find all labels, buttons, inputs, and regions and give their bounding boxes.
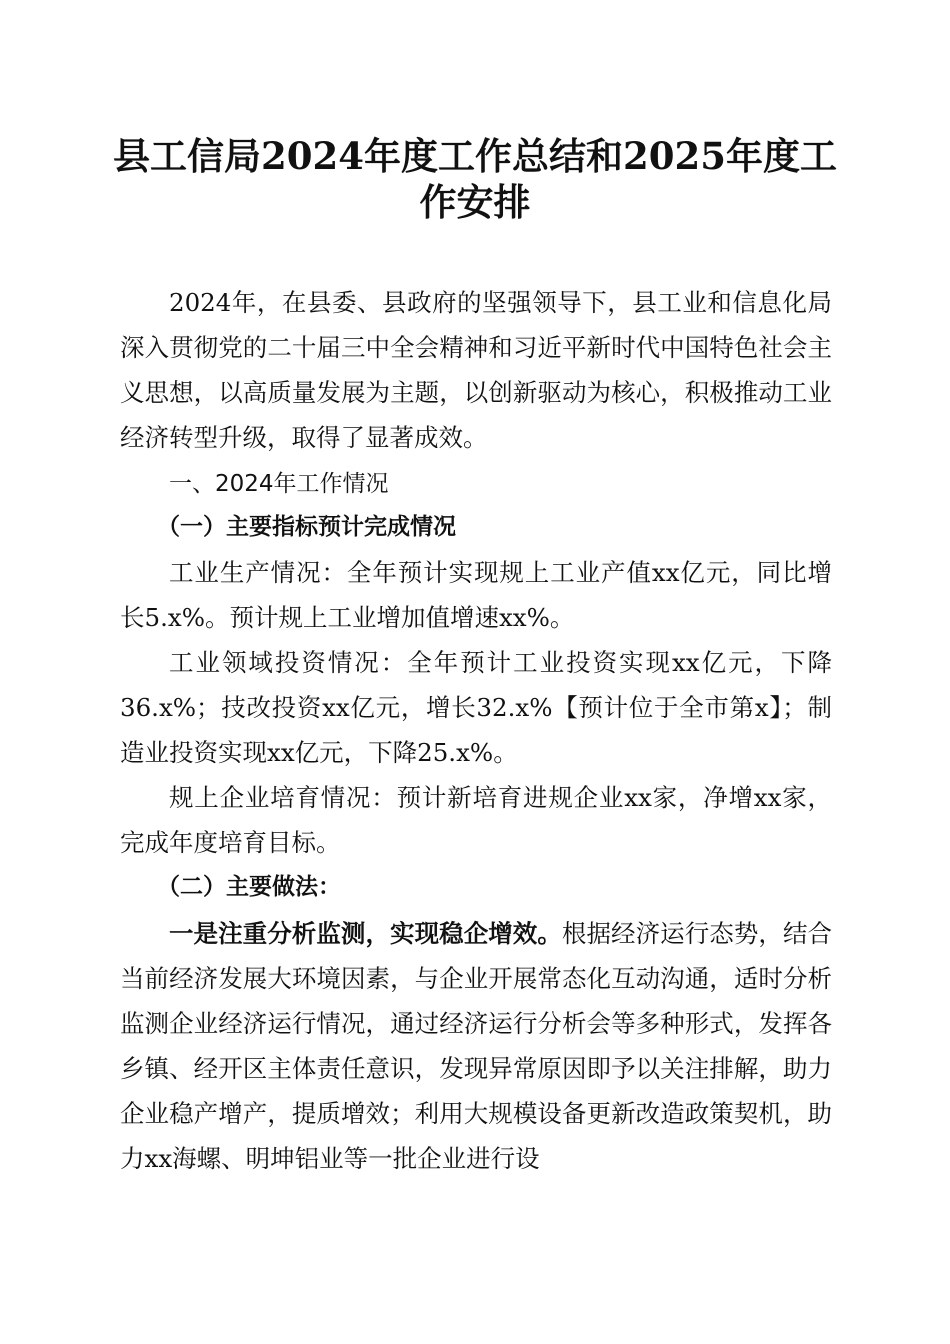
document-body xyxy=(120,280,832,1181)
practice-lead: 一是注重分析监测，实现稳企增效。 xyxy=(169,919,562,948)
subsection-heading: （二）主要做法： xyxy=(157,873,341,900)
intro-paragraph: 2024年，在县委、县政府的坚强领导下，县工业和信息化局深入贯彻党的二十届三中全会精神和习近平新时代中国特色社会主义思想，以高质量发展为主题，以创新驱动为核心，积极推动工业经济转型升级，取得了显著成效。 xyxy=(120,288,832,452)
practice-body: 根据经济运行态势，结合当前经济发展大环境因素，与企业开展常态化互动沟通，适时分析监测企业经济运行情况，通过经济运行分析会等多种形式，发挥各乡镇、经开区主体责任意识，发现异常原因即予以关注排解，助力企业稳产增产，提质增效；利用大规模设备更新改造政策契机，助力xx海螺、明坤铝业等一批企业进行设 xyxy=(120,919,832,1173)
practice-paragraph xyxy=(120,911,832,1181)
section-heading: 一、2024年工作情况 xyxy=(169,471,389,497)
enterprise-paragraph: 规上企业培育情况：预计新培育进规企业xx家，净增xx家，完成年度培育目标。 xyxy=(120,783,832,857)
industry-paragraph: 工业生产情况：全年预计实现规上工业产值xx亿元，同比增长5.x%。预计规上工业增加值增速xx%。 xyxy=(120,558,832,632)
investment-paragraph: 工业领域投资情况：全年预计工业投资实现xx亿元，下降36.x%；技改投资xx亿元，增长32.x%【预计位于全市第x】；制造业投资实现xx亿元，下降25.x%。 xyxy=(120,648,832,767)
subsection-heading: （一）主要指标预计完成情况 xyxy=(157,513,456,540)
document-title: 县工信局2024年度工作总结和2025年度工作安排 xyxy=(113,134,837,224)
